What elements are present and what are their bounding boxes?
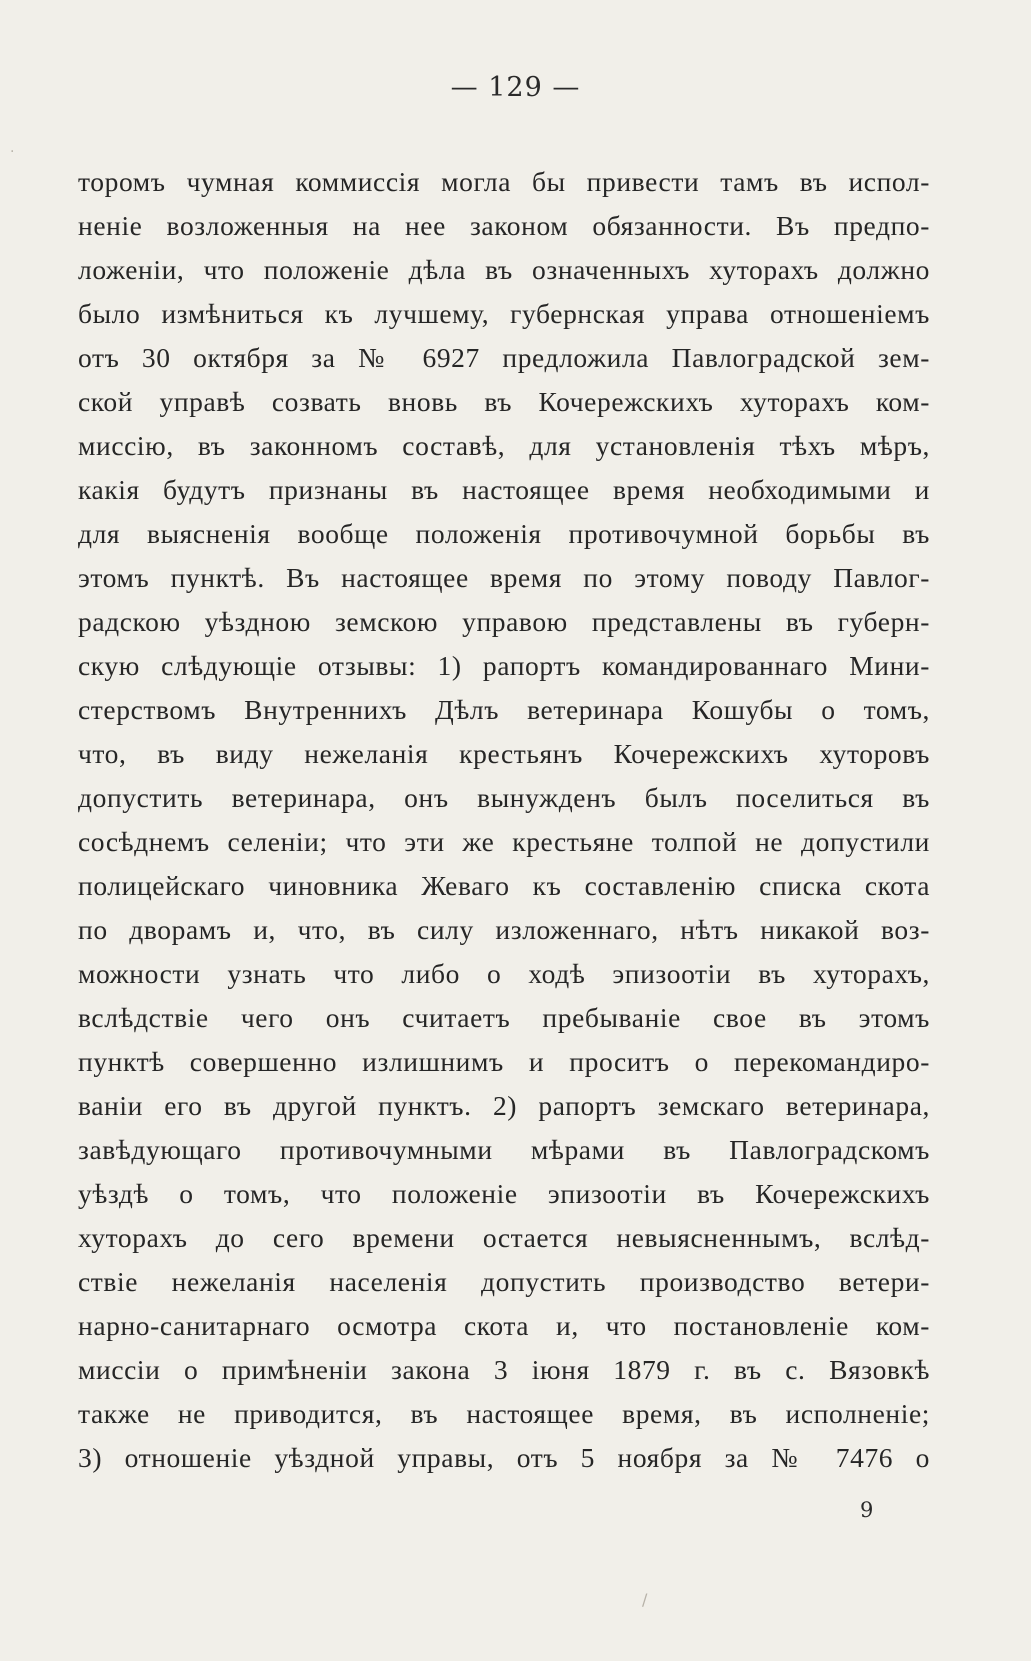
text-line: по дворамъ и, что, въ силу изложеннаго, нѣтъ никакой воз- [78,914,930,945]
text-line: уѣздѣ о томъ, что положеніе эпизоотіи въ Кочережскихъ [78,1178,930,1209]
text-line: завѣдующаго противочумными мѣрами въ Павлоградскомъ [78,1134,930,1165]
text-line: миссію, въ законномъ составѣ, для установленія тѣхъ мѣръ, [78,430,930,461]
text-line: торомъ чумная коммиссія могла бы привести тамъ въ испол- [78,166,930,197]
body-text [78,160,930,1480]
text-line: было измѣниться къ лучшему, губернская управа отношеніемъ [78,298,930,329]
text-line: что, въ виду нежеланія крестьянъ Кочережскихъ хуторовъ [78,738,930,769]
text-line: также не приводится, въ настоящее время, въ исполненіе; [78,1398,930,1429]
text-line: неніе возложенныя на нее законом обязанности. Въ предпо- [78,210,930,241]
text-line: допустить ветеринара, онъ вынужденъ былъ поселиться въ [78,782,930,813]
text-line: радскою уѣздною земскою управою представлены въ губерн- [78,606,930,637]
text-line: ствіе нежеланія населенія допустить производство ветери- [78,1266,930,1297]
text-line: полицейскаго чиновника Жеваго къ составленію списка скота [78,870,930,901]
text-line: пунктѣ совершенно излишнимъ и проситъ о перекомандиро- [78,1046,930,1077]
paper-speck: · [10,144,15,160]
text-line: нарно-санитарнаго осмотра скота и, что постановленіе ком- [78,1310,930,1341]
text-line: миссіи о примѣненіи закона 3 іюня 1879 г. въ с. Вязовкѣ [78,1354,930,1385]
text-line: скую слѣдующіе отзывы: 1) рапортъ командированнаго Мини- [78,650,930,681]
text-line: ской управѣ созвать вновь въ Кочережскихъ хуторахъ ком- [78,386,930,417]
text-line: хуторахъ до сего времени остается невыясненнымъ, вслѣд- [78,1222,930,1253]
text-line: ложеніи, что положеніе дѣла въ означенныхъ хуторахъ должно [78,254,930,285]
paper-speck: / [642,1590,648,1609]
text-line: можности узнать что либо о ходѣ эпизоотіи въ хуторахъ, [78,958,930,989]
text-line: какія будутъ признаны въ настоящее время необходимыми и [78,474,930,505]
text-line: ваніи его въ другой пунктъ. 2) рапортъ земскаго ветеринара, [78,1090,930,1121]
text-line: этомъ пунктѣ. Въ настоящее время по этому поводу Павлог- [78,562,930,593]
text-line: отъ 30 октября за № 6927 предложила Павлоградской зем- [78,342,930,373]
page-number: — 129 — [450,72,581,103]
text-line: сосѣднемъ селеніи; что эти же крестьяне толпой не допустили [78,826,930,857]
signature-mark: 9 [860,1498,874,1522]
text-line: 3) отношеніе уѣздной управы, отъ 5 ноября за № 7476 о [78,1442,930,1473]
text-line: для выясненія вообще положенія противочумной борьбы въ [78,518,930,549]
text-line: стерствомъ Внутреннихъ Дѣлъ ветеринара Кошубы о томъ, [78,694,930,725]
text-line: вслѣдствіе чего онъ считаетъ пребываніе свое въ этомъ [78,1002,930,1033]
